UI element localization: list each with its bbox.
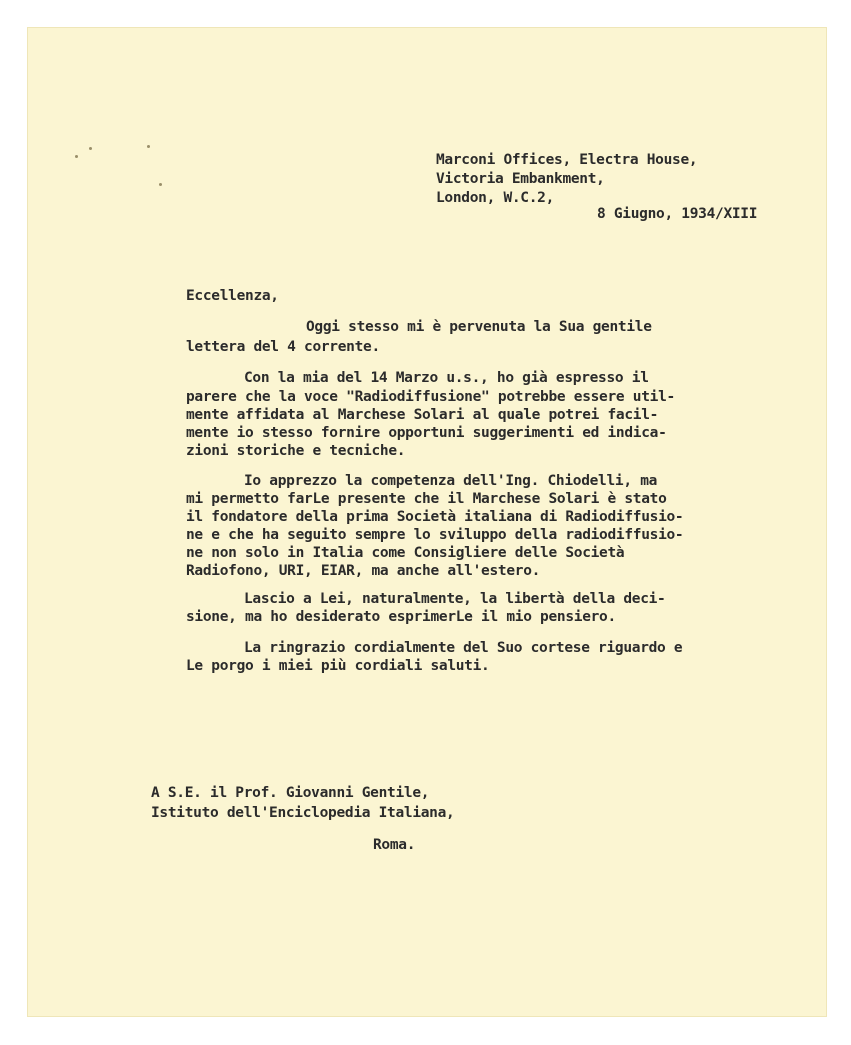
- sender-address-line-2: Victoria Embankment,: [436, 171, 605, 187]
- paragraph-3-line-5: ne non solo in Italia come Consigliere delle Società: [186, 545, 625, 561]
- paragraph-3-line-1: Io apprezzo la competenza dell'Ing. Chiodelli, ma: [244, 473, 658, 489]
- paragraph-3-line-6: Radiofono, URI, EIAR, ma anche all'estero.: [186, 563, 541, 579]
- paragraph-5-line-2: Le porgo i miei più cordiali saluti.: [186, 658, 490, 674]
- paragraph-1-line-1: Oggi stesso mi è pervenuta la Sua gentile: [306, 319, 652, 335]
- paragraph-2-line-3: mente affidata al Marchese Solari al quale potrei facil-: [186, 407, 659, 423]
- sender-address-line-3: London, W.C.2,: [436, 190, 555, 206]
- paper-speck: [147, 145, 150, 148]
- paper-speck: [75, 155, 78, 158]
- letter-date: 8 Giugno, 1934/XIII: [597, 206, 758, 222]
- paragraph-1-line-2: lettera del 4 corrente.: [186, 339, 380, 355]
- recipient-line-2: Istituto dell'Enciclopedia Italiana,: [151, 805, 455, 821]
- paragraph-2-line-1: Con la mia del 14 Marzo u.s., ho già espresso il: [244, 370, 649, 386]
- paper-speck: [159, 183, 162, 186]
- paragraph-4-line-2: sione, ma ho desiderato esprimerLe il mio pensiero.: [186, 609, 616, 625]
- paragraph-3-line-3: il fondatore della prima Società italiana di Radiodiffusio-: [186, 509, 684, 525]
- recipient-line-1: A S.E. il Prof. Giovanni Gentile,: [151, 785, 430, 801]
- recipient-city: Roma.: [373, 837, 416, 853]
- paragraph-3-line-4: ne e che ha seguito sempre lo sviluppo della radiodiffusio-: [186, 527, 684, 543]
- paper-speck: [89, 147, 92, 150]
- paragraph-5-line-1: La ringrazio cordialmente del Suo cortese riguardo e: [244, 640, 683, 656]
- paragraph-4-line-1: Lascio a Lei, naturalmente, la libertà della deci-: [244, 591, 666, 607]
- paragraph-3-line-2: mi permetto farLe presente che il Marchese Solari è stato: [186, 491, 667, 507]
- paragraph-2-line-5: zioni storiche e tecniche.: [186, 443, 406, 459]
- salutation: Eccellenza,: [186, 288, 279, 304]
- sender-address-line-1: Marconi Offices, Electra House,: [436, 152, 698, 168]
- paragraph-2-line-4: mente io stesso fornire opportuni suggerimenti ed indica-: [186, 425, 667, 441]
- paragraph-2-line-2: parere che la voce "Radiodiffusione" potrebbe essere util-: [186, 389, 675, 405]
